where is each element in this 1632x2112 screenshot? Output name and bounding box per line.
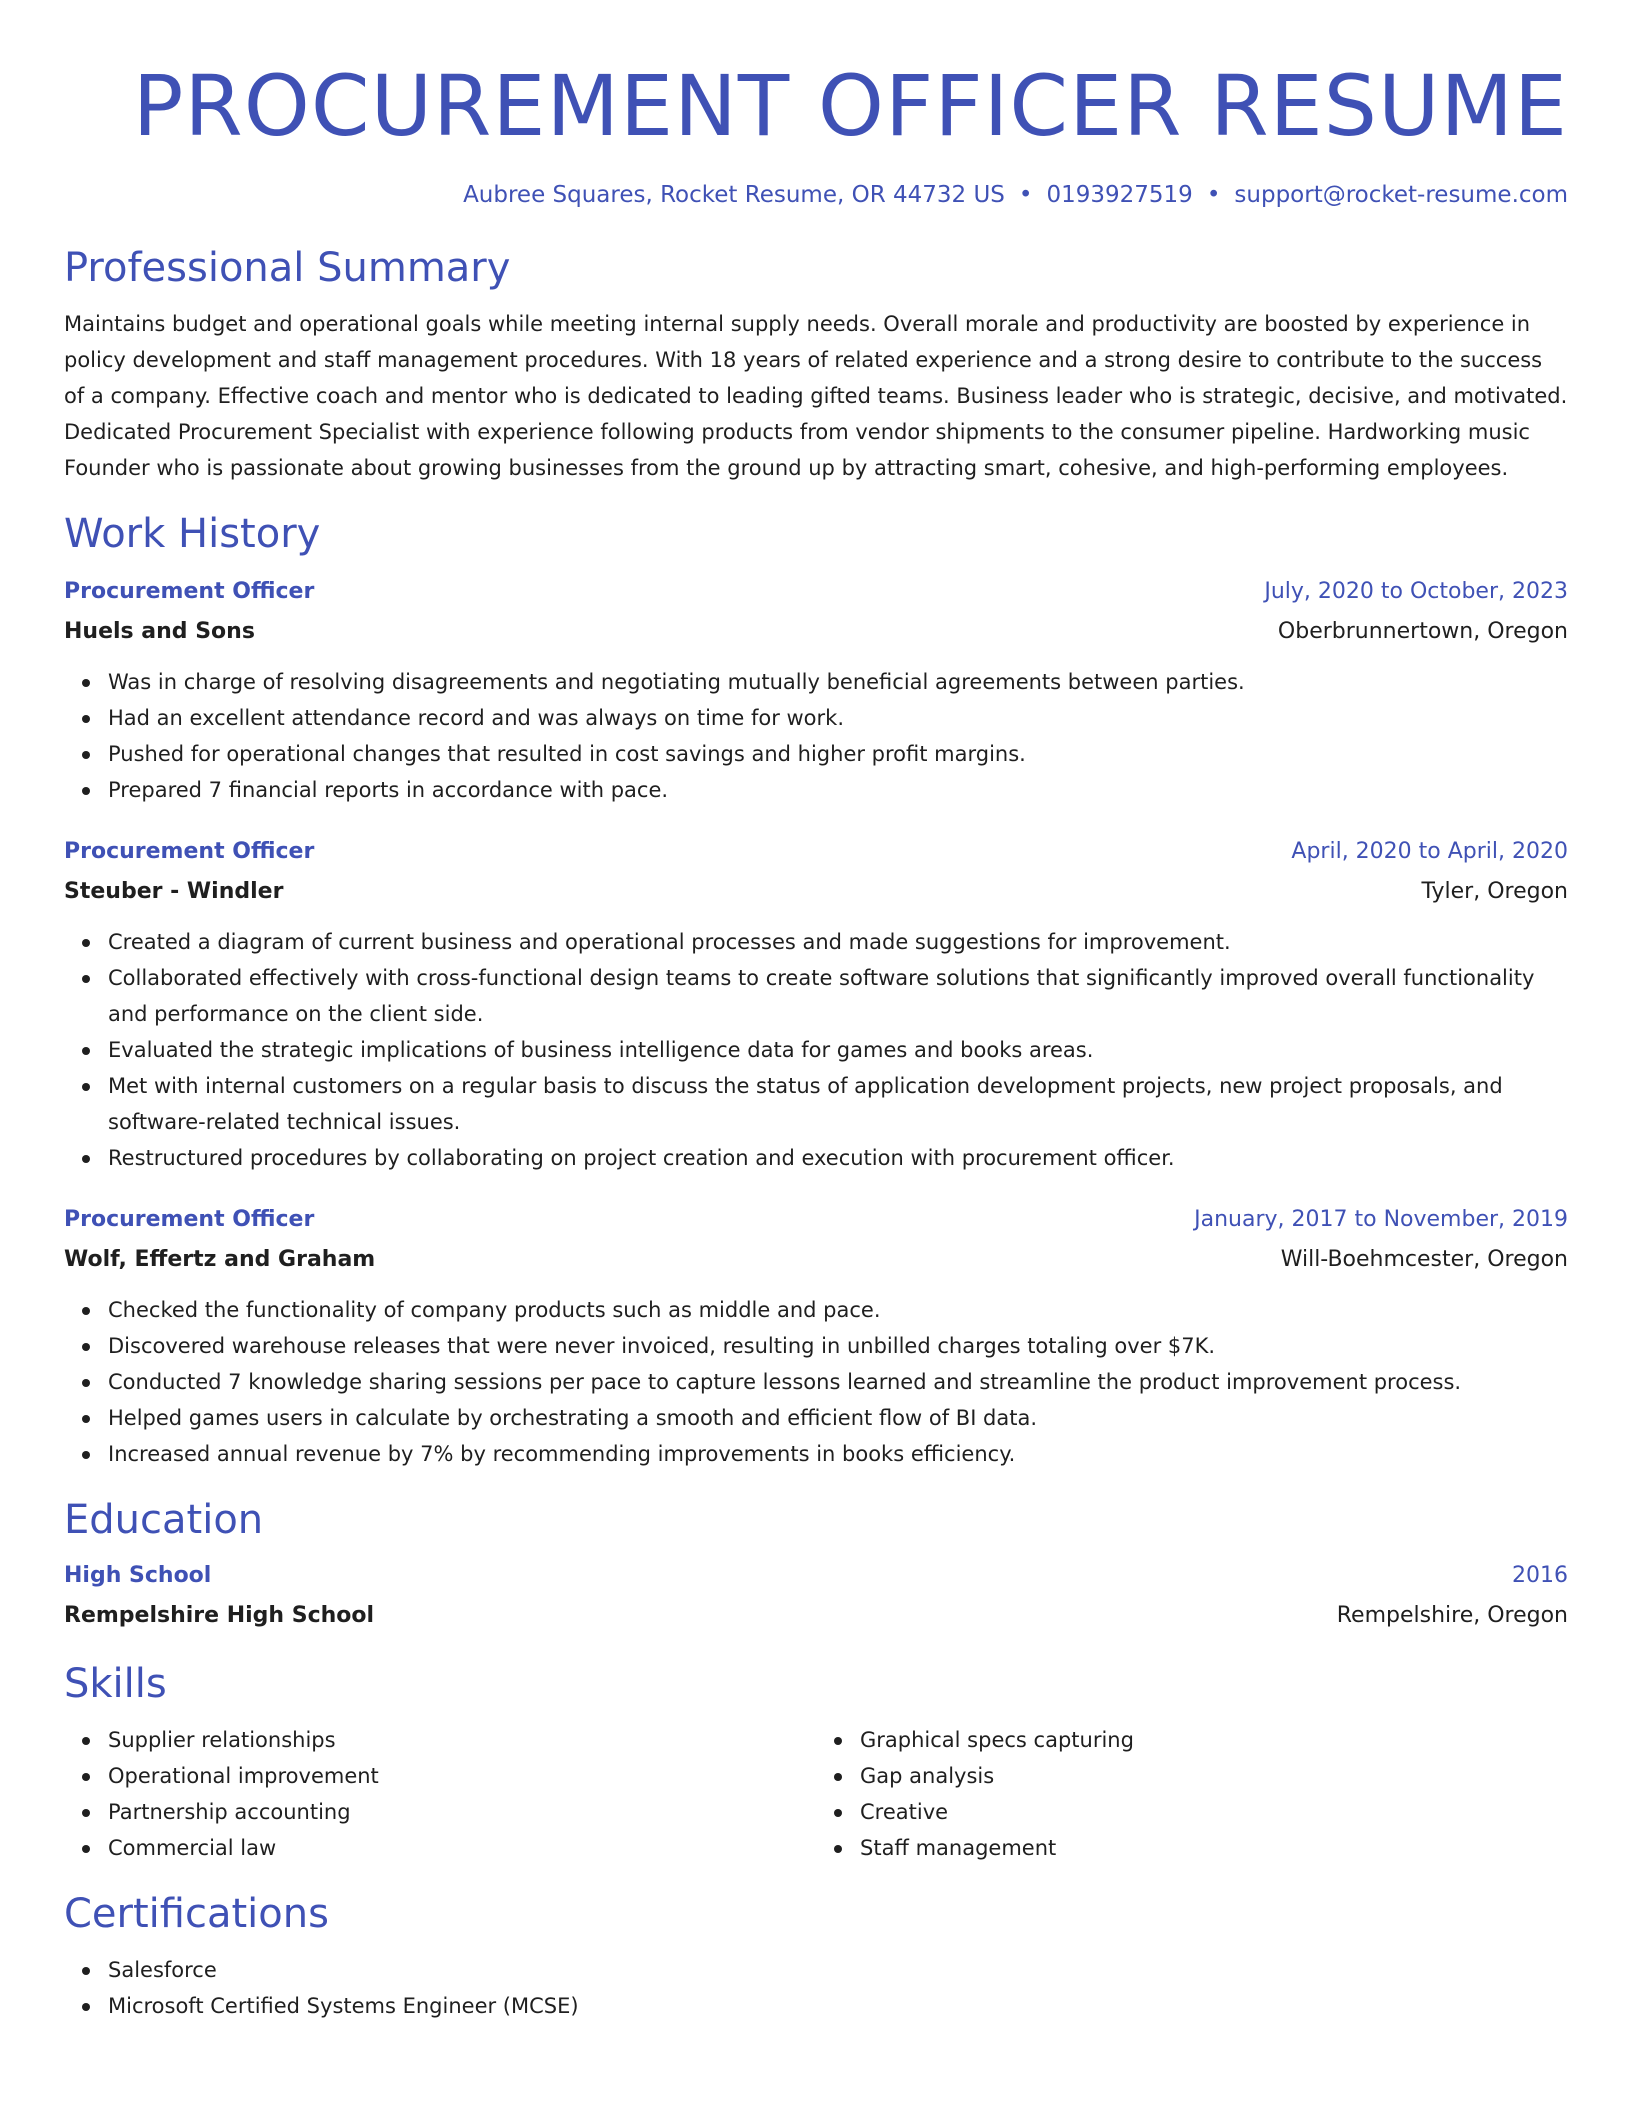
list-item: Prepared 7 financial reports in accordance with pace. — [108, 772, 1568, 808]
list-item: Staff management — [860, 1830, 1568, 1866]
job-entry — [64, 1200, 1568, 1472]
skills-list-left — [64, 1722, 816, 1866]
list-item: Pushed for operational changes that resulted in cost savings and higher profit margins. — [108, 736, 1568, 772]
list-item: Restructured procedures by collaborating on project creation and execution with procurement officer. — [108, 1140, 1568, 1176]
list-item: Checked the functionality of company products such as middle and pace. — [108, 1292, 1568, 1328]
job-title: Procurement Officer — [64, 839, 315, 864]
job-entry — [64, 832, 1568, 1176]
education-degree: High School — [64, 1563, 212, 1588]
education-school: Rempelshire High School — [64, 1603, 375, 1628]
education-section — [64, 1494, 1568, 1636]
list-item: Partnership accounting — [108, 1794, 816, 1830]
contact-separator: • — [1018, 182, 1033, 208]
resume-title: PROCUREMENT OFFICER RESUME — [132, 57, 1568, 155]
summary-section — [64, 242, 1568, 486]
job-bullets — [64, 924, 1568, 1176]
job-title: Procurement Officer — [64, 1207, 315, 1232]
list-item: Discovered warehouse releases that were never invoiced, resulting in unbilled charges totaling over $7K. — [108, 1328, 1568, 1364]
job-bullets — [64, 1292, 1568, 1472]
certifications-heading: Certifications — [64, 1891, 329, 1937]
list-item: Met with internal customers on a regular basis to discuss the status of application development projects, new project proposals, and software-related technical issues. — [108, 1068, 1568, 1140]
resume-page — [64, 0, 1568, 2024]
list-item: Salesforce — [108, 1952, 1568, 1988]
list-item: Had an excellent attendance record and was always on time for work. — [108, 700, 1568, 736]
work-history-section — [64, 508, 1568, 1472]
certifications-section — [64, 1888, 1568, 2024]
list-item: Supplier relationships — [108, 1722, 816, 1758]
education-heading: Education — [64, 1497, 264, 1543]
job-company: Steuber - Windler — [64, 879, 284, 904]
list-item: Microsoft Certified Systems Engineer (MCSE) — [108, 1988, 1568, 2024]
contact-phone: 0193927519 — [1046, 182, 1193, 208]
job-dates: July, 2020 to October, 2023 — [1264, 579, 1568, 604]
job-title: Procurement Officer — [64, 579, 315, 604]
list-item: Created a diagram of current business and operational processes and made suggestions for improvement. — [108, 924, 1568, 960]
skills-grid — [64, 1722, 1568, 1866]
contact-email[interactable]: support@rocket-resume.com — [1234, 182, 1568, 208]
list-item: Increased annual revenue by 7% by recommending improvements in books efficiency. — [108, 1436, 1568, 1472]
list-item: Gap analysis — [860, 1758, 1568, 1794]
education-entry — [64, 1556, 1568, 1636]
job-bullets — [64, 664, 1568, 808]
list-item: Evaluated the strategic implications of business intelligence data for games and books areas. — [108, 1032, 1568, 1068]
contact-address: Aubree Squares, Rocket Resume, OR 44732 US — [463, 182, 1005, 208]
job-location: Will-Boehmcester, Oregon — [1280, 1247, 1568, 1272]
contact-separator: • — [1206, 182, 1221, 208]
list-item: Was in charge of resolving disagreements and negotiating mutually beneficial agreements between parties. — [108, 664, 1568, 700]
skills-section — [64, 1658, 1568, 1866]
list-item: Operational improvement — [108, 1758, 816, 1794]
certifications-list — [64, 1952, 1568, 2024]
list-item: Graphical specs capturing — [860, 1722, 1568, 1758]
education-year: 2016 — [1512, 1563, 1568, 1588]
list-item: Conducted 7 knowledge sharing sessions per pace to capture lessons learned and streamline the product improvement process. — [108, 1364, 1568, 1400]
job-location: Oberbrunnertown, Oregon — [1277, 619, 1568, 644]
list-item: Collaborated effectively with cross-functional design teams to create software solutions that significantly improved overall functionality and performance on the client side. — [108, 960, 1568, 1032]
job-entry — [64, 572, 1568, 808]
contact-line — [64, 180, 1568, 210]
list-item: Commercial law — [108, 1830, 816, 1866]
education-location: Rempelshire, Oregon — [1336, 1603, 1568, 1628]
skills-list-right — [816, 1722, 1568, 1866]
summary-heading: Professional Summary — [64, 245, 511, 291]
list-item: Creative — [860, 1794, 1568, 1830]
job-dates: January, 2017 to November, 2019 — [1194, 1207, 1568, 1232]
work-history-heading: Work History — [64, 511, 321, 557]
job-dates: April, 2020 to April, 2020 — [1291, 839, 1568, 864]
job-location: Tyler, Oregon — [1421, 879, 1568, 904]
skills-heading: Skills — [64, 1661, 167, 1707]
job-company: Huels and Sons — [64, 619, 255, 644]
job-company: Wolf, Effertz and Graham — [64, 1247, 376, 1272]
summary-text: Maintains budget and operational goals while meeting internal supply needs. Overall morale and productivity are boosted by experience in policy development and staff management procedures. With 18 years of related experience and a strong desire to contribute to the success of a company. Effective coach and mentor who is dedicated to leading gifted teams. Business leader who is strategic, decisive, and motivated. Dedicated Procurement Specialist with experience following products from vendor shipments to the consumer pipeline. Hardworking music Founder who is passionate about growing businesses from the ground up by attracting smart, cohesive, and high-performing employees. — [64, 312, 1568, 480]
list-item: Helped games users in calculate by orchestrating a smooth and efficient flow of BI data. — [108, 1400, 1568, 1436]
